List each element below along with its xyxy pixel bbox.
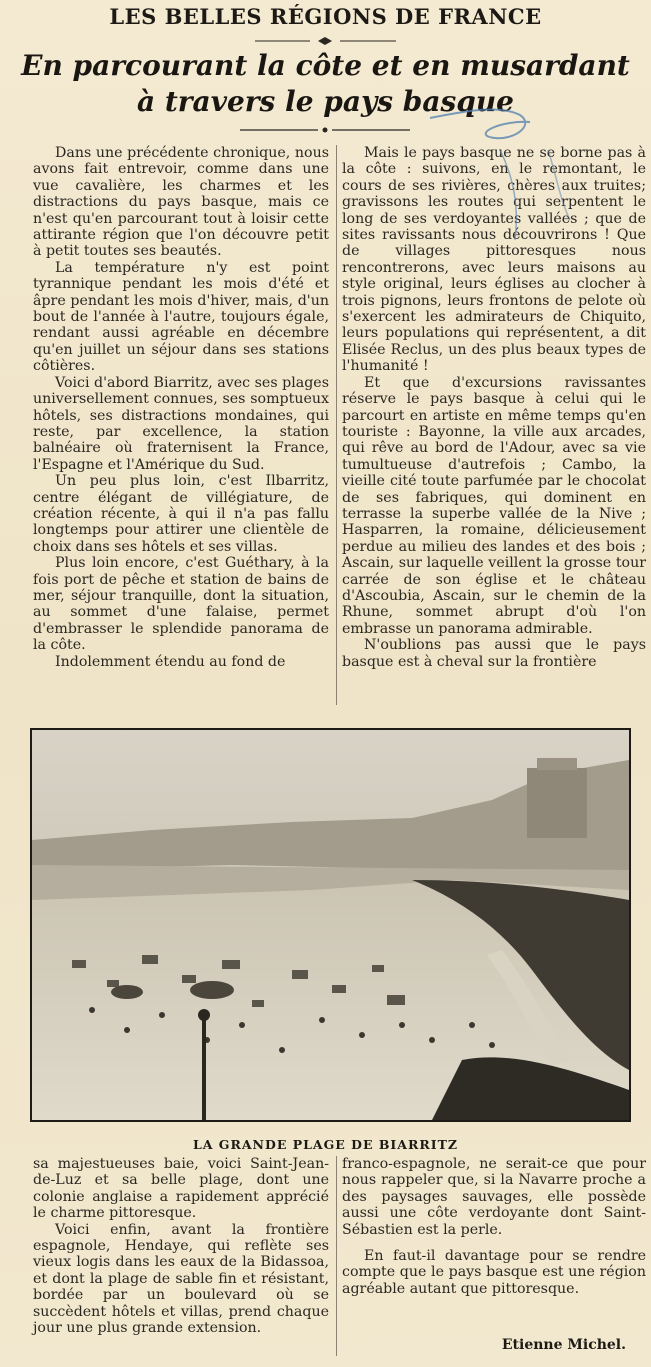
paragraph-intro: Dans une précédente chronique, nous avons fait entrevoir, comme dans une vue cavalière, les charmes et les distractions du pays basque, mais ce n'est qu'en parcourant tout à loisir cette attirante région que l'on découvre petit à petit toutes ses beautés. <box>33 145 329 260</box>
paragraph-hendaye: Voici enfin, avant la frontière espagnole, Hendaye, qui reflète ses vieux logis dans les eaux de la Bidassoa, et dont la plage de sable fin et résistant, bordée par un boulevard où se succèdent hôtels et villas, prend chaque jour une plus grande extension. <box>33 1221 329 1337</box>
beach-photo <box>30 728 631 1122</box>
headline-line-2: à travers le pays basque <box>136 85 514 118</box>
column-divider-bottom <box>336 1156 337 1356</box>
top-ornament-rule <box>0 35 651 47</box>
paragraph-biarritz: Voici d'abord Biarritz, avec ses plages universellement connues, ses somptueux hôtels, ses distractions mondaines, qui reste, par excellence, la station balnéaire où fraternisent la France, l'Espagne et l'Amérique du Sud. <box>33 374 329 473</box>
paragraph-excursions: Et que d'excursions ravissantes réserve le pays basque à celui qui le parcourt en artiste en même temps qu'en touriste : Bayonne, la ville aux arcades, qui rêve au bord de l'Adour, avec sa vie tumultueuse d'autrefois ; Cambo, la vieille cité toute parfumée par le chocolat de ses fabriques, qui dominent en terrasse la superbe vallée de la Nive ; Hasparren, la romaine, délicieusement perdue au milieu des landes et des bois ; Ascain, sur laquelle veillent la grosse tour carrée de son église et le château d'Ascoubia, Ascain, sur le chemin de la Rhune, sommet abrupt d'où l'on embrasse un panorama admirable. <box>342 374 646 637</box>
headline-line-1: En parcourant la côte et en musardant <box>21 49 630 82</box>
article-column-1 <box>33 145 329 670</box>
article-column-3 <box>33 1156 329 1336</box>
paragraph-indolemment: Indolemment étendu au fond de <box>55 653 286 670</box>
column-divider-top <box>336 145 337 705</box>
section-kicker: LES BELLES RÉGIONS DE FRANCE <box>109 4 542 29</box>
paragraph-ilbarritz: Un peu plus loin, c'est Ilbarritz, centre élégant de villégiature, de création récente, à qui il n'a pas fallu longtemps pour attirer une clientèle de choix dans ses hôtels et ses villas. <box>33 473 329 555</box>
paragraph-franco-espagnole: franco-espagnole, ne serait-ce que pour nous rappeler que, si la Navarre proche a des paysages sauvages, elle possède aussi une côte verdoyante dont Saint-Sébastien est la perle. <box>342 1156 646 1238</box>
headline <box>10 48 641 120</box>
paragraph-climate: La température n'y est point tyrannique pendant les mois d'été et âpre pendant les mois d'hiver, mais, d'un bout de l'année à l'autre, toujours égale, rendant aussi agréable en décembre qu'en juillet un séjour dans ses stations côtières. <box>33 259 329 375</box>
headline-ornament-rule <box>0 124 651 136</box>
paragraph-saint-jean-de-luz: sa majestueuses baie, voici Saint-Jean-de-Luz et sa belle plage, dont une colonie anglaise a rapidement apprécié le charme pittoresque. <box>33 1156 329 1222</box>
beach-photo-illustration <box>32 730 629 1120</box>
paragraph-interior: Mais le pays basque ne se borne pas à la côte : suivons, en le remontant, le cours de ses rivières, chères aux truites; gravissons les routes qui serpentent le long de ses verdoyantes vallées ; que de sites ravissants nous découvrirons ! Que de villages pittoresques nous rencontrerons, avec leurs maisons au style original, leurs églises au clocher à trois pignons, leurs frontons de pelote où s'exercent les admirateurs de Chiquito, leurs populations qui représentent, a dit Elisée Reclus, un des plus beaux types de l'humanité ! <box>342 145 646 375</box>
paragraph-guethary: Plus loin encore, c'est Guéthary, à la fois port de pêche et station de bains de mer, séjour tranquille, dont la situation, au sommet d'une falaise, permet d'embrasser le splendide panorama de la côte. <box>33 555 329 654</box>
article-column-4 <box>342 1156 646 1297</box>
article-column-2 <box>342 145 646 670</box>
author-signature: Etienne Michel. <box>501 1337 626 1353</box>
photo-caption: LA GRANDE PLAGE DE BIARRITZ <box>192 1137 459 1152</box>
paragraph-frontier: N'oublions pas aussi que le pays basque est à cheval sur la frontière <box>342 637 646 670</box>
paragraph-conclusion: En faut-il davantage pour se rendre compte que le pays basque est une région agréable autant que pittoresque. <box>342 1248 646 1297</box>
